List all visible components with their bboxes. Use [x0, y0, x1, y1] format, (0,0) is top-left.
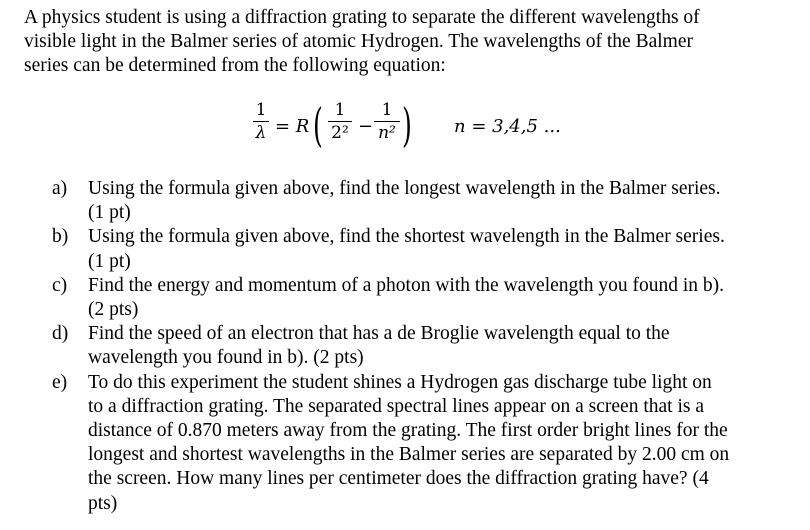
question-text: to a diffraction grating. The separated spectral lines appear on a screen that is a	[88, 395, 704, 417]
question-letter: e)	[52, 371, 68, 393]
question-text: To do this experiment the student shines a Hydrogen gas discharge tube light on	[88, 371, 712, 393]
question-d	[52, 322, 802, 370]
fraction-bar	[253, 121, 269, 122]
question-text: (1 pt)	[88, 202, 131, 224]
problem-intro	[24, 6, 799, 78]
question-a	[52, 177, 802, 225]
question-b	[52, 225, 802, 273]
question-list	[52, 177, 802, 516]
term2-denominator: n²	[378, 123, 396, 144]
question-letter: a)	[52, 178, 68, 199]
balmer-equation	[250, 98, 790, 158]
question-c	[52, 274, 802, 322]
n-condition: n = 3,4,5 ...	[454, 116, 561, 137]
question-text: distance of 0.870 meters away from the grating. The first order bright lines for the	[88, 420, 728, 442]
question-text: Using the formula given above, find the shortest wavelength in the Balmer series.	[88, 226, 725, 248]
term2-fraction	[374, 100, 400, 143]
lhs-denominator: λ	[255, 123, 267, 144]
lhs-numerator: 1	[255, 100, 267, 120]
question-text: the screen. How many lines per centimeter does the diffraction grating have? (4	[88, 468, 709, 490]
question-text: (1 pt)	[88, 250, 131, 272]
term1-denominator: 2²	[331, 123, 349, 144]
equals-r: = R	[275, 116, 310, 137]
question-text: Find the speed of an electron that has a de Broglie wavelength equal to the	[88, 323, 670, 345]
question-letter: b)	[52, 226, 69, 248]
intro-line: visible light in the Balmer series of atomic Hydrogen. The wavelengths of the Balmer	[24, 31, 693, 52]
question-text: pts)	[88, 492, 118, 514]
lhs-fraction	[253, 100, 269, 143]
question-letter: d)	[52, 323, 69, 345]
question-text: wavelength you found in b). (2 pts)	[88, 347, 364, 369]
question-text: longest and shortest wavelengths in the Balmer series are separated by 2.00 cm on	[88, 444, 730, 466]
fraction-bar	[374, 121, 400, 122]
minus-sign: −	[358, 116, 374, 137]
question-letter: c)	[52, 274, 68, 296]
term1-fraction	[328, 100, 352, 143]
term1-numerator: 1	[334, 100, 346, 120]
fraction-bar	[328, 121, 352, 122]
question-e	[52, 371, 802, 516]
term2-numerator: 1	[381, 100, 393, 120]
question-text: (2 pts)	[88, 299, 139, 321]
question-text: Using the formula given above, find the longest wavelength in the Balmer series.	[88, 178, 721, 199]
left-paren: (	[313, 98, 323, 152]
intro-line: series can be determined from the following equation:	[24, 55, 446, 76]
intro-line: A physics student is using a diffraction grating to separate the different wavelengths of	[24, 7, 700, 28]
question-text: Find the energy and momentum of a photon with the wavelength you found in b).	[88, 274, 724, 296]
right-paren: )	[402, 98, 412, 152]
